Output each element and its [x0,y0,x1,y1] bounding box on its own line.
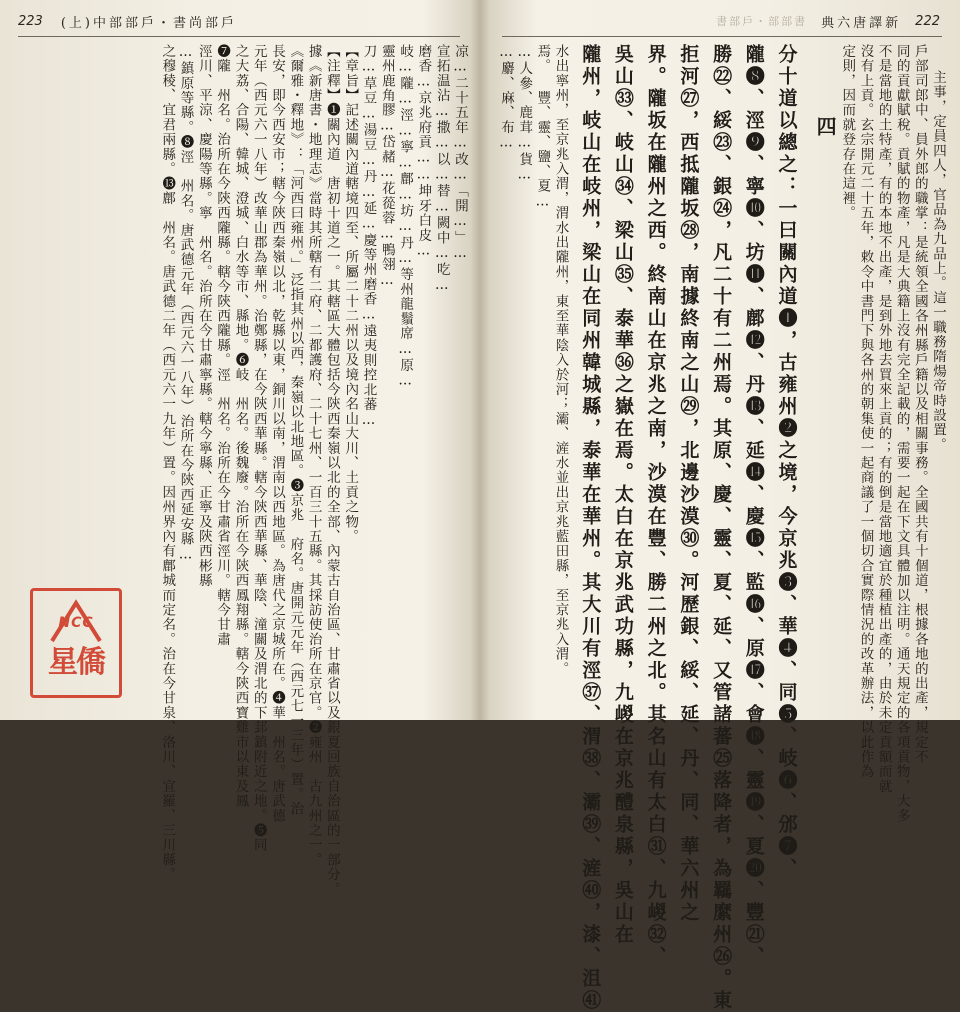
text-column: 靈州鹿角膠…岱赭…花蓯蓉…鴨翎… [378,44,395,290]
main-text-column: 勝㉒、綏㉓、銀㉔，凡二十有二州焉。其原、慶、靈、夏、延、又管諸蕃㉕落降者，為羈縻州㉖。東 [710,44,733,1012]
annotation-column: 水出寧州，至京兆入渭，渭水出隴州，東至華陰入於河；灞、滻水並出京兆藍田縣，至京兆入渭。 [552,44,569,677]
translation-column: 不是當地的土特產，有的本地不出產，是到外地去買來上貢的；有的倒是當地適宜於種植出產的，由於未定貢額而就 [875,44,892,794]
section-heading: 四 [813,116,838,136]
main-text-column: 界。隴坂在隴州之西。終南山在京兆之南，沙漠在豐、勝二州之北。其名山有太白㉛、九嵕㉜、 [644,44,667,968]
annotation-column: 焉。 豐、靈、鹽、夏… [534,44,551,211]
right-page-faded-title: 書部戶・部部書 [716,15,808,28]
annotation-column: …人參、鹿茸…貨… [516,44,533,184]
translation-column: 定則，因而就登存在這裡。 [839,44,856,221]
notes-column: 之穆稜、宜君兩縣。⓭鄜 州名。唐武德二年（西元六一九年）置。因州界內有鄜城而定名。治在今甘泉、洛川、宜羅、三川縣。 [159,44,176,882]
notes-column: 元年（西元六一八年）改華山郡為華州。治鄭縣，在今陝西華縣。轄今陝西華縣、華陰、潼關及渭北的下邽鎮附近之地。❺同 [250,44,267,853]
annotation-column: …麝、麻、布… [498,44,515,152]
notes-column: 【注釋】❶關內道 唐初十道之一。其轄區大體包括今陝西秦嶺以北的全部、內蒙古自治區、甘肅省以及銀夏回族自治區的一部分。 [323,44,340,897]
right-page-body [494,44,946,1012]
stamp-ncc-text: NCC [58,615,94,631]
main-text-column: 拒河㉗，西抵隴坂㉘，南據終南之山㉙，北邊沙漠㉚。河歷銀、綏、延、丹、同、華六州之 [677,44,700,924]
main-text-column: 分十道以總之：一曰關內道❶，古雍州❷之境，今京兆❸、華❹、同❺、岐❻、邠❼、 [775,44,798,880]
right-page-number: 222 [915,13,940,29]
main-text-column: 隴州，岐山在岐州，梁山在同州韓城縣，泰華在華州。其大川有涇㊲、渭㊳、灞㊴、滻㊵，漆、沮㊶ [579,44,602,1012]
translation-column: 同的貢獻賦稅。貢賦的物產，凡是大典籍上沒有完全記載的，需要一起在下文具體加以注明。通天規定的各項貢物，大多 [893,44,910,824]
right-page-running-title: 典六唐譯新 [821,15,902,31]
left-header-rule [18,36,460,37]
left-page-running-title: (上)中部部戶・書尚部戶 [60,15,237,31]
left-page-header [18,8,458,34]
text-column: 宣拓温沾…撒…以…替…闕中…吃… [433,44,450,295]
translation-column: 戶部司郎中、員外郎的職掌：是統領全國各州縣戶籍以及相關事務。全國共有十個道，根據各地的出產，規定不 [911,44,928,765]
notes-column: 之大荔、合陽、韓城、澄城、白水等市、縣地。❻岐 州名。後魏廢。治所在今陝西鳳翔縣。轄今陝西寶雞市以東及鳳 [232,44,249,809]
right-page [482,0,960,1012]
translation-column: 沒有上貢。玄宗開元二十五年，敕令中書門下與各州的朝集使一起商議了一個切合實際情況的改革辦法，以此作為 [857,44,874,779]
chapter-summary-column: 【章旨】記述關內道轄境四至、所屬二十二州以及境內名山大川、土貢之物。 [342,44,359,544]
main-text-column: 吳山㉝、岐山㉞、梁山㉟、泰華㊱之嶽在焉。太白在京兆武功縣，九嵕在京兆醴泉縣，吳山在 [611,44,634,946]
left-page [0,0,478,897]
left-page-number: 223 [18,13,43,29]
notes-column: ❼隴 州名。治所在今陝西隴縣。轄今陝西隴縣。涇 州名。治所在今甘肅省涇川。轄今甘肅 [214,44,231,647]
notes-column: 據《新唐書・地理志》當時其所轄有二府、二都護府、二十七州、一百三十五縣。其採訪使治所在京官。❷雍州 古九州之一。 [305,44,322,868]
notes-column: 長安，即今西安市；轄今陝西秦嶺以北，乾縣以東，銅川以南，渭南以西地區。為唐代之京城所在。❹華 州名。唐武德 [269,44,286,824]
right-page-header [502,8,940,34]
translation-column: 主事，定員四人，官品為九品上。這一職務隋煬帝時設置。 [930,70,946,453]
right-header-rule [502,36,942,37]
text-column: 岐…隴…涇…寧…鄜…坊…丹…等州龍鬚席…原… [397,44,414,390]
main-text-column: 隴❽、涇❾、寧❿、坊⓫、鄜⓬、丹⓭、延⓮、慶⓯、監⓰、原⓱、會⓲、靈⓳、夏⓴、豐㉑、 [742,44,765,968]
text-column: 磨香…京兆府貢……坤牙白皮… [415,44,432,260]
text-column: 刀…草豆…湯豆…丹…延…慶等州磨香…遠夷則控北蕃… [360,44,377,429]
stamp-name-text: 星僑 [48,645,104,680]
notes-column: 《爾雅・釋地》：「河西曰雍州。」泛指其州以西，秦嶺以北地區。❸京兆 府名。唐開元元年（西元七一三年）置。治 [287,44,304,817]
notes-column: …鎮原等縣。❽涇 州名。唐武德元年（西元六一八年）治所在今陝西延安縣… [177,44,194,564]
ncc-watermark-stamp [30,588,122,698]
text-column: 凉…二十五年…改…「開…」… [452,44,468,263]
notes-column: 涇川、平涼、慶陽等縣。寧 州名。治所在今甘肅寧縣。轄今寧縣、正寧及陝西彬縣 [195,44,212,588]
